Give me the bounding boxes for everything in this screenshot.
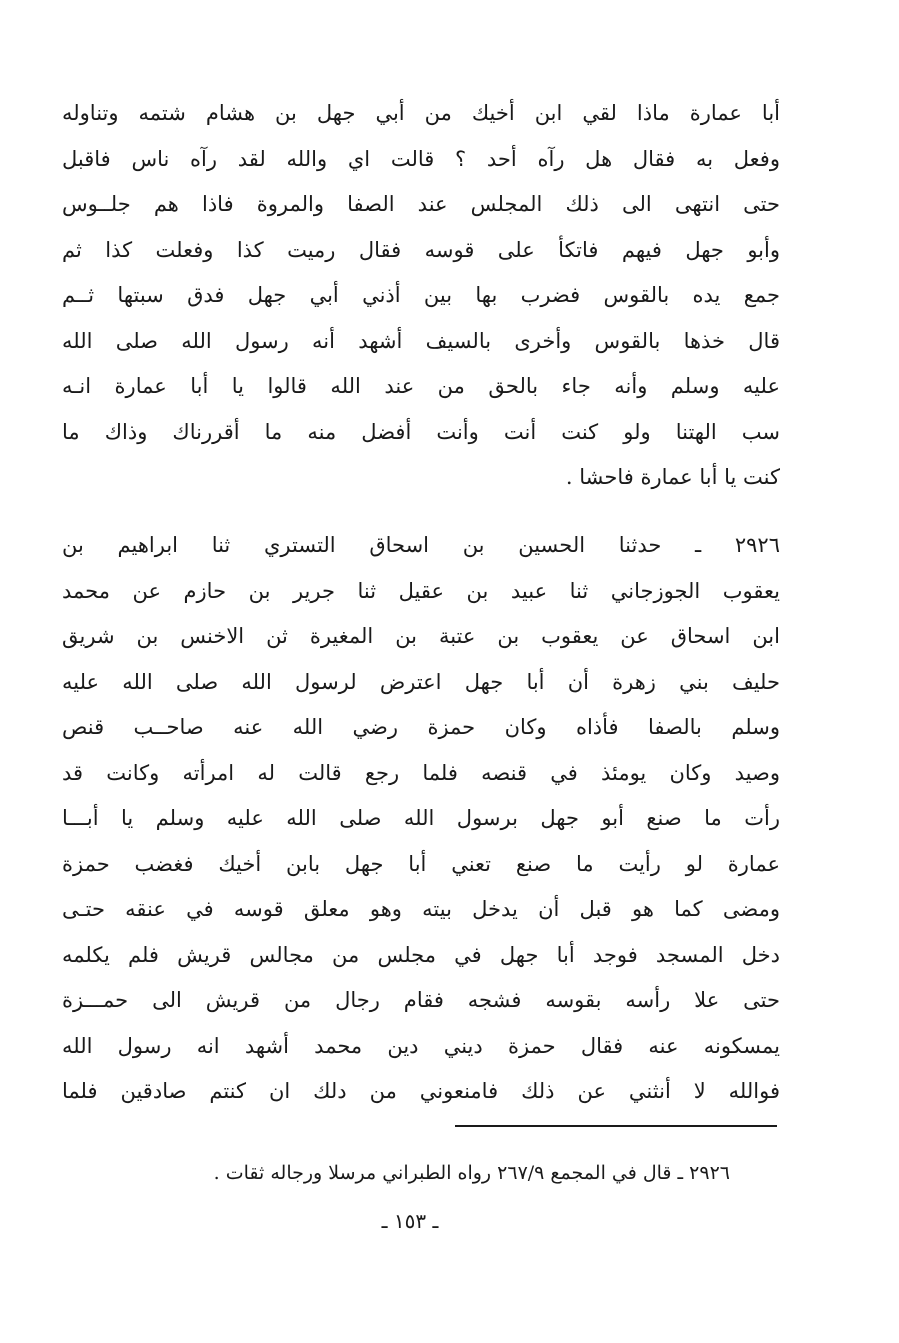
- text-line: حتى علا رأسه بقوسه فشجه فقام رجال من قريش الى حمـــزة: [62, 988, 780, 1012]
- text-line: يعقوب الجوزجاني ثنا عبيد بن عقيل ثنا جرير بن حازم عن محمد: [62, 578, 780, 603]
- hadith-heading-line: ٢٩٢٦ ـ حدثنا الحسين بن اسحاق التستري ثنا ابراهيم بن: [62, 533, 780, 557]
- text-line: حليف بني زهرة أن أبا جهل اعترض لرسول الله صلى الله عليه: [62, 669, 780, 694]
- text-line: حتى انتهى الى ذلك المجلس عند الصفا والمروة فاذا هم جلــوس: [62, 192, 780, 216]
- footnote: ٢٩٢٦ ـ قال في المجمع ٢٦٧/٩ رواه الطبراني مرسلا ورجاله ثقات .: [213, 1162, 730, 1184]
- text-line: أبا عمارة ماذا لقي ابن أخيك من أبي جهل بن هشام شتمه وتناوله: [62, 101, 780, 125]
- text-line: كنت يا أبا عمارة فاحشا .: [565, 465, 780, 489]
- text-line: سب الهتنا ولو كنت أنت وأنت أفضل منه ما أقررناك وذاك ما: [62, 419, 780, 444]
- text-line: وصيد وكان يومئذ في قنصه فلما رجع قالت له امرأته وكانت قد: [62, 760, 780, 785]
- text-line: ومضى كما هو قبل أن يدخل بيته وهو معلق قوسه في عنقه حتـى: [62, 897, 780, 921]
- text-line: ابن اسحاق عن يعقوب بن عتبة بن المغيرة ثن الاخنس بن شريق: [62, 624, 780, 648]
- text-line: يمسكونه عنه فقال حمزة ديني دين محمد أشهد انه رسول الله: [62, 1033, 780, 1058]
- hadith-2926: [62, 523, 780, 1115]
- text-line: دخل المسجد فوجد أبا جهل في مجلس من مجالس قريش فلم يكلمه: [62, 942, 780, 967]
- paragraph-continuation: [62, 91, 780, 501]
- text-line: وفعل به فقال هل رآه أحد ؟ قالت اي والله لقد رآه ناس فاقبل: [62, 146, 780, 171]
- text-line: جمع يده بالقوس فضرب بها بين أذني أبي جهل فدق سبتها ثــم: [62, 283, 780, 307]
- text-line: قال خذها بالقوس وأخرى بالسيف أشهد أنه رسول الله صلى الله: [62, 328, 780, 353]
- footnote-divider: [455, 1125, 777, 1127]
- text-line: عليه وسلم وأنه جاء بالحق من عند الله قالوا يا أبا عمارة انـه: [62, 374, 780, 398]
- text-line: وسلم بالصفا فأذاه وكان حمزة رضي الله عنه صاحــب قنص: [62, 715, 780, 739]
- page-number: ـ ١٥٣ ـ: [381, 1209, 439, 1233]
- text-line: عمارة لو رأيت ما صنع تعني أبا جهل بابن أخيك فغضب حمزة: [62, 851, 780, 876]
- text-line: رأت ما صنع أبو جهل برسول الله صلى الله عليه وسلم يا أبـــا: [62, 806, 780, 830]
- text-line: فوالله لا أنثني عن ذلك فامنعوني من دلك ان كنتم صادقين فلما: [62, 1079, 780, 1103]
- text-line: وأبو جهل فيهم فاتكأ على قوسه فقال رميت كذا وفعلت كذا ثم: [62, 237, 780, 262]
